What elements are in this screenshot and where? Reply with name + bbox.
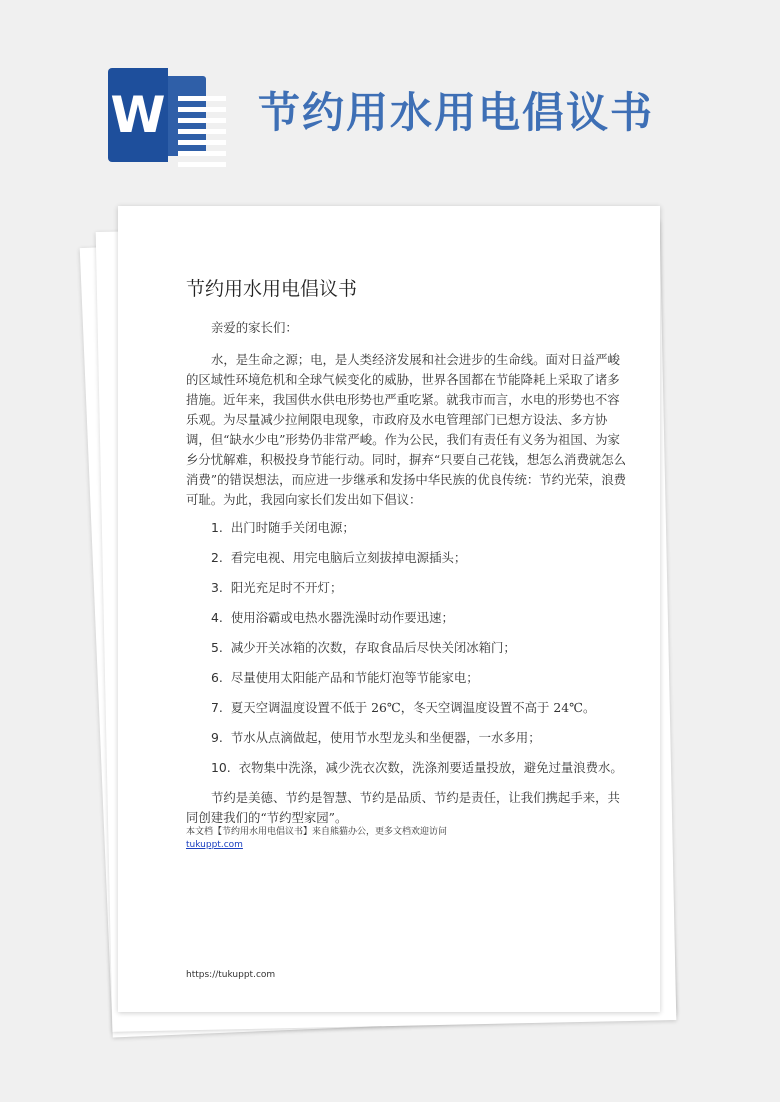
list-item-number: 6.	[211, 670, 223, 685]
document-body	[186, 318, 626, 828]
list-item-number: 4.	[211, 610, 223, 625]
list-item	[186, 638, 626, 658]
source-link[interactable]: tukuppt.com	[186, 840, 243, 850]
word-icon-letter: W	[108, 68, 168, 162]
closing-paragraph: 节约是美德、节约是智慧、节约是品质、节约是责任，让我们携起手来，共同创建我们的“节约型家园”。	[186, 790, 620, 825]
list-item-text: 衣物集中洗涤，减少洗衣次数，洗涤剂要适量投放，避免过量浪费水。	[238, 760, 623, 775]
list-item-number: 2.	[211, 550, 223, 565]
list-item-number: 10.	[211, 760, 231, 775]
word-icon-lines	[178, 96, 226, 173]
list-item-text: 减少开关冰箱的次数，存取食品后尽快关闭冰箱门；	[230, 640, 516, 655]
list-item-text: 使用浴霸或电热水器洗澡时动作要迅速；	[230, 610, 454, 625]
document-page	[118, 206, 660, 1012]
list-item	[186, 548, 626, 568]
list-item-text: 出门时随手关闭电源；	[230, 520, 355, 535]
list-item	[186, 668, 626, 688]
proposal-list	[186, 518, 626, 778]
list-item	[186, 608, 626, 628]
list-item	[186, 698, 626, 718]
list-item-number: 7.	[211, 700, 223, 715]
intro-paragraph: 水，是生命之源；电，是人类经济发展和社会进步的生命线。面对日益严峻的区域性环境危机和全球气候变化的威胁，世界各国都在节能降耗上采取了诸多措施。近年来，我国供水供电形势也严重吃紧。就我市而言，水电的形势也不容乐观。为尽量减少拉闸限电现象，市政府及水电管理部门已想方设法、多方协调，但“缺水少电”形势仍非常严峻。作为公民，我们有责任有义务为祖国、为家乡分忧解难，积极投身节能行动。同时，摒弃“只要自己花钱，想怎么消费就怎么消费”的错误想法，而应进一步继承和发扬中华民族的优良传统：节约光荣，浪费可耻。为此，我园向家长们发出如下倡议：	[186, 352, 627, 507]
page-footer-url: https://tukuppt.com	[186, 970, 276, 980]
greeting: 亲爱的家长们：	[211, 320, 298, 335]
list-item-text: 节水从点滴做起，使用节水型龙头和坐便器，一水多用；	[230, 730, 541, 745]
banner	[0, 0, 780, 200]
source-note-text: 本文档【节约用水用电倡议书】来自熊猫办公，更多文档欢迎访问	[186, 827, 448, 837]
document-title: 节约用水用电倡议书	[186, 278, 358, 300]
list-item-number: 3.	[211, 580, 223, 595]
source-note	[186, 826, 626, 852]
list-item-text: 夏天空调温度设置不低于 26℃，冬天空调温度设置不高于 24℃。	[230, 700, 596, 715]
list-item-text: 看完电视、用完电脑后立刻拔掉电源插头；	[230, 550, 467, 565]
list-item	[186, 518, 626, 538]
list-item-number: 5.	[211, 640, 223, 655]
list-item-number: 9.	[211, 730, 223, 745]
list-item-text: 阳光充足时不开灯；	[230, 580, 343, 595]
list-item-number: 1.	[211, 520, 223, 535]
banner-title: 节约用水用电倡议书	[258, 88, 655, 137]
list-item	[186, 578, 626, 598]
list-item	[186, 728, 626, 748]
list-item-text: 尽量使用太阳能产品和节能灯泡等节能家电；	[230, 670, 479, 685]
list-item	[186, 758, 626, 778]
word-document-icon	[108, 68, 208, 162]
